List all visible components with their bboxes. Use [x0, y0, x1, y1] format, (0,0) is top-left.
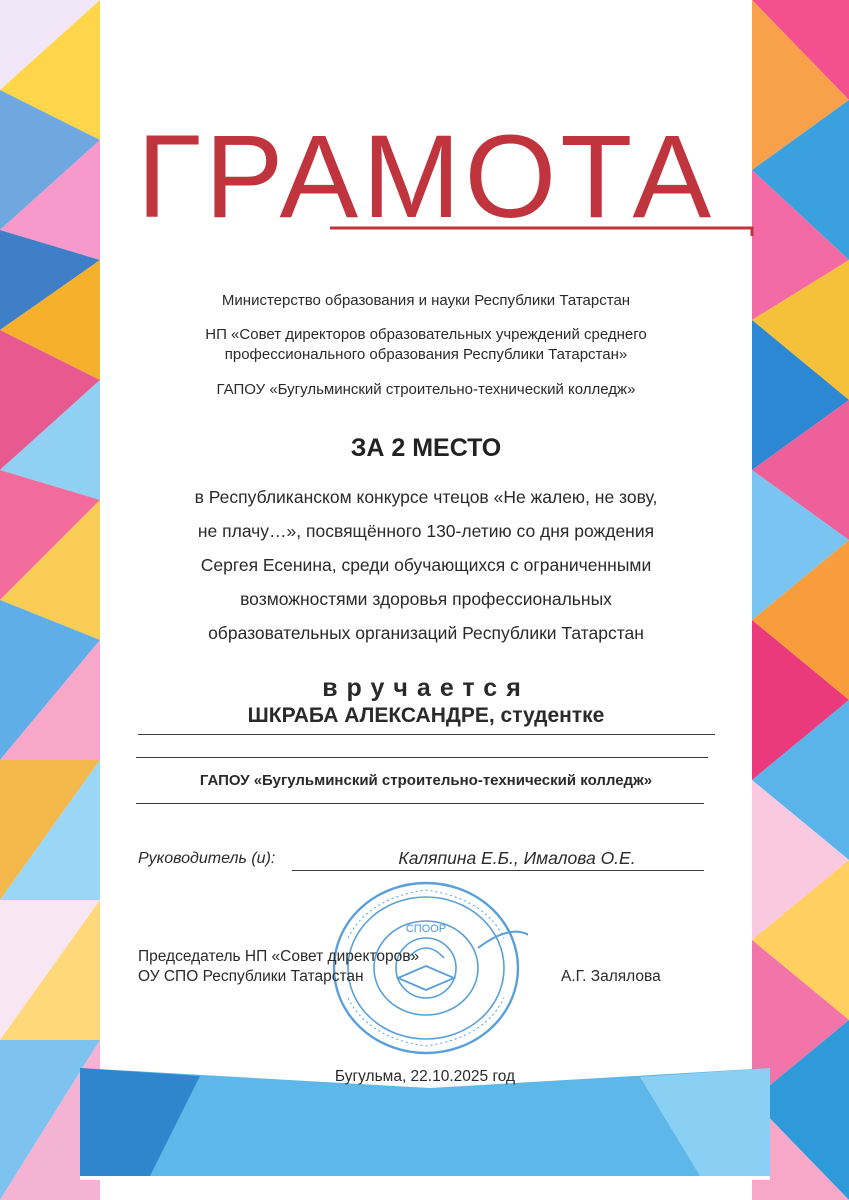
- recipient-underline-1: [138, 734, 715, 735]
- description-line-5: образовательных организаций Республики Татарстан: [208, 623, 644, 643]
- description-line-1: в Республиканском конкурсе чтецов «Не жалею, не зову,: [194, 487, 658, 507]
- chair-name: А.Г. Залялова: [561, 968, 661, 985]
- issuer-council-line1: НП «Совет директоров образовательных учреждений среднего: [205, 326, 647, 343]
- place-and-date: Бугульма, 22.10.2025 год: [334, 1068, 516, 1085]
- description-line-2: не плачу…», посвящённого 130-летию со дня рождения: [197, 521, 655, 541]
- right-frame-polygons: [752, 0, 849, 1200]
- seal-label: СПООР: [405, 923, 447, 935]
- chair-title-line-1: Председатель НП «Совет директоров»: [138, 948, 420, 965]
- recipient-name: ШКРАБА АЛЕКСАНДРЕ, студентке: [247, 704, 605, 727]
- description-line-4: возможностями здоровья профессиональных: [240, 589, 612, 609]
- certificate-title: ГРАМОТА: [136, 111, 716, 243]
- issuer-college: ГАПОУ «Бугульминский строительно-технический колледж»: [216, 381, 636, 398]
- issuer-ministry: Министерство образования и науки Республики Татарстан: [221, 292, 631, 309]
- issuer-council-line2: профессионального образования Республики Татарстан»: [224, 346, 628, 363]
- recipient-org-underline: [136, 803, 704, 804]
- description-line-3: Сергея Есенина, среди обучающихся с ограниченными: [200, 555, 652, 575]
- recipient-organization: ГАПОУ «Бугульминский строительно-технический колледж»: [199, 772, 653, 789]
- recipient-underline-2: [136, 757, 708, 758]
- supervisor-underline: [292, 870, 704, 871]
- award-heading: ЗА 2 МЕСТО: [350, 434, 502, 462]
- supervisor-names: Каляпина Е.Б., Ималова О.Е.: [398, 848, 636, 868]
- chair-title-line-2: ОУ СПО Республики Татарстан: [138, 968, 364, 985]
- presented-label: вручается: [322, 674, 530, 702]
- left-frame-polygons: [0, 0, 100, 1200]
- supervisor-label: Руководитель (и):: [138, 850, 276, 867]
